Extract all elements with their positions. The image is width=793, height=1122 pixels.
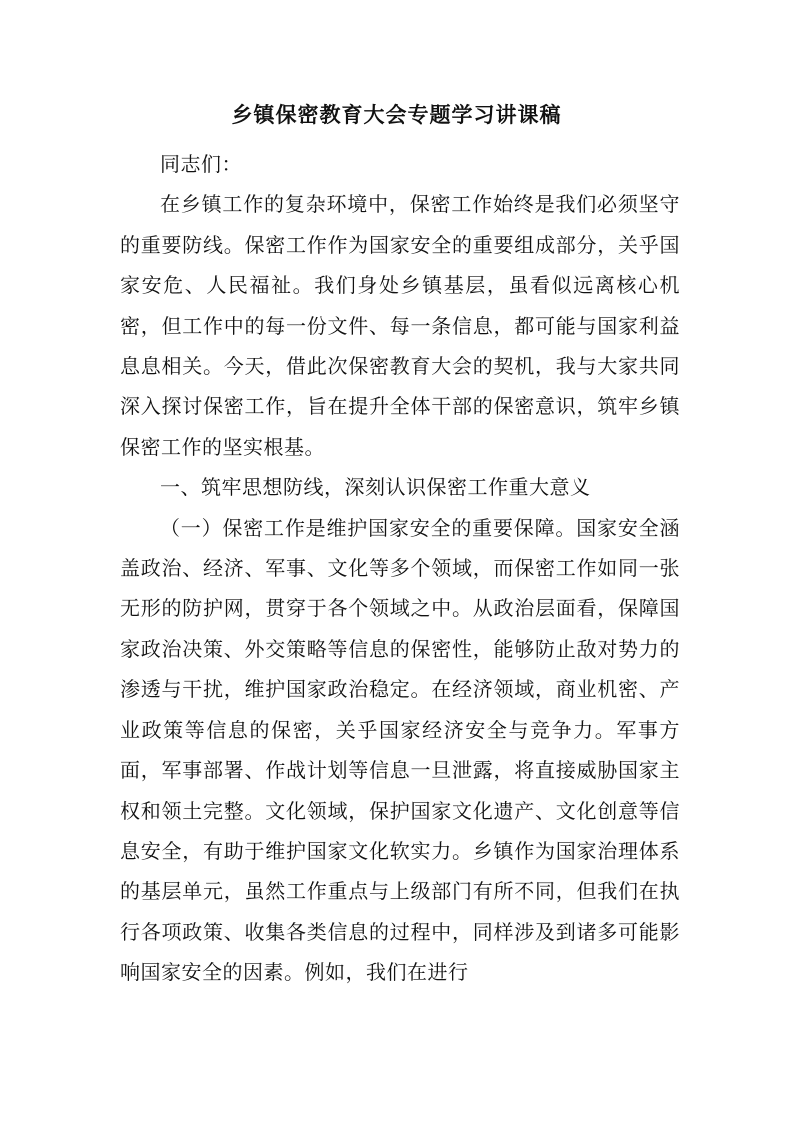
salutation: 同志们： <box>160 152 242 176</box>
document-title: 乡镇保密教育大会专题学习讲课稿 <box>231 102 562 127</box>
paragraph-intro: 在乡镇工作的复杂环境中，保密工作始终是我们必须坚守的重要防线。保密工作作为国家安全的重要组成部分，关乎国家安危、人民福祉。我们身处乡镇基层，虽看似远离核心机密，但工作中的每一份文件、每一条信息，都可能与国家利益息息相关。今天，借此次保密教育大会的契机，我与大家共同深入探讨保密工作，旨在提升全体干部的保密意识，筑牢乡镇保密工作的坚实根基。 <box>120 192 680 459</box>
section-heading: 一、筑牢思想防线，深刻认识保密工作重大意义 <box>160 475 591 500</box>
document-body <box>120 144 680 993</box>
paragraph-subsection-1: （一）保密工作是维护国家安全的重要保障。国家安全涵盖政治、经济、军事、文化等多个领域，而保密工作如同一张无形的防护网，贯穿于各个领域之中。从政治层面看，保障国家政治决策、外交策略等信息的保密性，能够防止敌对势力的渗透与干扰，维护国家政治稳定。在经济领域，商业机密、产业政策等信息的保密，关乎国家经济安全与竞争力。军事方面，军事部署、作战计划等信息一旦泄露，将直接威胁国家主权和领土完整。文化领域，保护国家文化遗产、文化创意等信息安全，有助于维护国家文化软实力。乡镇作为国家治理体系的基层单元，虽然工作重点与上级部门有所不同，但我们在执行各项政策、收集各类信息的过程中，同样涉及到诸多可能影响国家安全的因素。例如，我们在进行 <box>120 515 680 985</box>
